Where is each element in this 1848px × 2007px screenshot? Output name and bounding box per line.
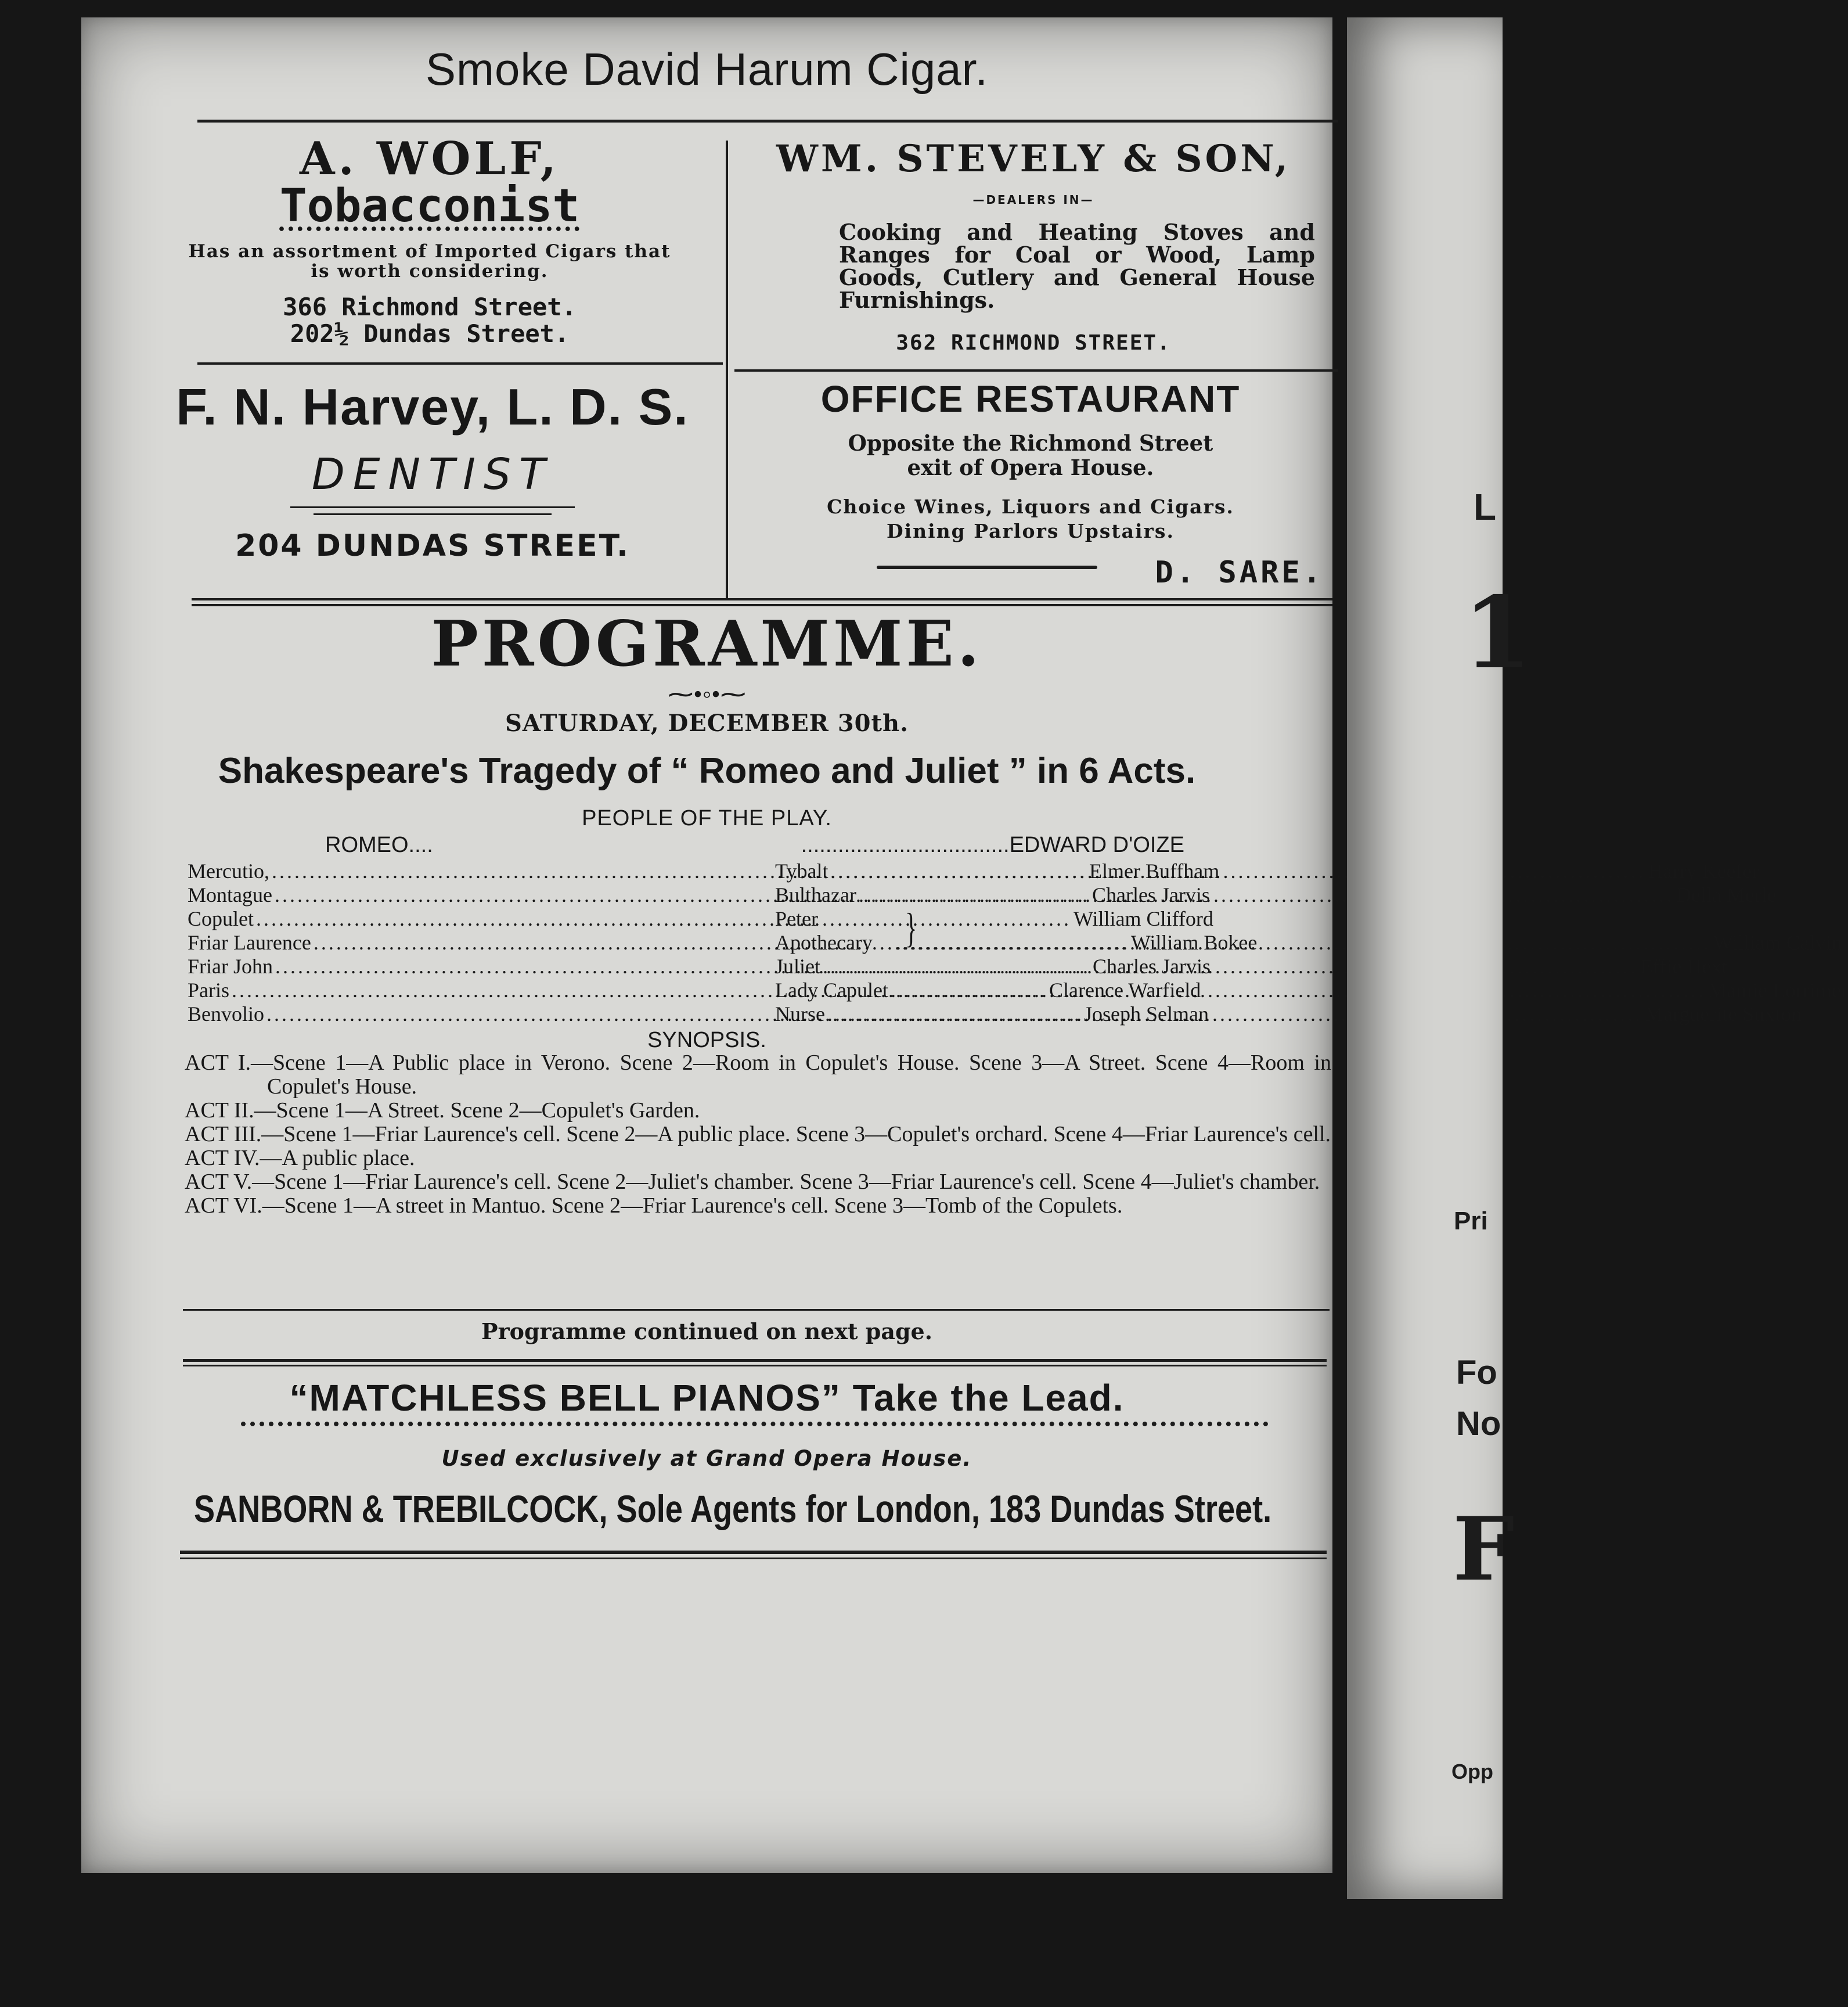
office-wines <box>737 495 1324 544</box>
fragment-1: 1 <box>1463 575 1532 691</box>
programme-top-rule-2 <box>192 604 1332 606</box>
adjacent-page-fragment <box>1347 17 1532 1899</box>
pianos-used: Used exclusively at Grand Opera House. <box>441 1446 972 1471</box>
bracket: } <box>905 905 917 951</box>
office-signature: D. SARE. <box>1155 555 1324 590</box>
cast-row: Friar John ..... Charles Jarvis <box>188 955 754 979</box>
cast-row: Lady Capulet ..... Mamie Lorrimer <box>775 979 1332 1002</box>
bottom-rule-2 <box>180 1558 1327 1559</box>
cast-row: Montague ..... Charles Jarvis <box>188 883 754 907</box>
programme-title: PROGRAMME. <box>431 607 983 681</box>
act-line: ACT VI.—Scene 1—A street in Mantuo. Scene 2—Friar Laurence's cell. Scene 3—Tomb of the Copulets. <box>185 1193 1123 1218</box>
programme-top-rule <box>192 598 1332 600</box>
wolf-trade: Tobacconist <box>279 180 580 232</box>
pianos-dotted-rule <box>241 1422 1269 1426</box>
wolf-name: A. WOLF, <box>300 132 560 185</box>
act-line: ACT V.—Scene 1—Friar Laurence's cell. Scene 2—Juliet's chamber. Scene 3—Friar Laurence's cell. Scene 4—Juliet's chamber. <box>185 1170 1320 1194</box>
pianos-headline: “MATCHLESS BELL PIANOS” Take the Lead. <box>289 1377 1125 1419</box>
cast-row: Peter <box>775 907 818 930</box>
people-heading: PEOPLE OF THE PLAY. <box>582 806 832 830</box>
harvey-name: F. N. Harvey, L. D. S. <box>176 378 689 436</box>
fragment-opp: Opp <box>1451 1760 1493 1783</box>
wolf-address-line1: 366 Richmond Street. <box>283 293 577 321</box>
office-wines-line1: Choice Wines, Liquors and Cigars. <box>827 495 1234 518</box>
column-divider <box>726 141 728 599</box>
romeo-actor: ..................................EDWARD D'OIZE <box>801 833 1184 857</box>
bottom-rule <box>180 1551 1327 1554</box>
synopsis-heading: SYNOPSIS. <box>647 1028 766 1052</box>
cast-row: Mercutio, ..... Elmer Buffham <box>188 859 754 883</box>
office-wines-line2: Dining Parlors Upstairs. <box>887 520 1175 542</box>
mid-rule-right <box>734 369 1338 372</box>
office-description-line1: Opposite the Richmond Street <box>848 430 1213 456</box>
office-name: OFFICE RESTAURANT <box>820 378 1241 420</box>
pianos-top-rule-2 <box>183 1365 1327 1366</box>
pianos-agents: SANBORN & TREBILCOCK, Sole Agents for London, 183 Dundas Street. <box>193 1487 1272 1530</box>
cast-row: Copulet ..... William Clifford <box>188 907 754 931</box>
cast-row: Benvolio ..... Joseph Selman <box>188 1002 754 1026</box>
act-line: ACT II.—Scene 1—A Street. Scene 2—Copulet's Garden. <box>185 1098 700 1123</box>
romeo-role: ROMEO.... <box>325 833 433 857</box>
play-title: Shakespeare's Tragedy of “ Romeo and Juliet ” in 6 Acts. <box>218 751 1196 791</box>
office-description-line2: exit of Opera House. <box>907 455 1154 480</box>
cast-row: Paris ..... Clarence Warfield <box>188 979 754 1002</box>
fragment-f: F <box>1453 1498 1515 1600</box>
stevely-dealers: —DEALERS IN— <box>972 193 1094 207</box>
synopsis <box>185 1051 1331 1218</box>
fragment-l: L <box>1474 486 1497 528</box>
stevely-name: WM. STEVELY & SON, <box>776 137 1291 181</box>
office-description <box>737 431 1324 480</box>
cast-right <box>775 859 1848 1026</box>
fragment-pri: Pri <box>1454 1207 1488 1235</box>
cast-row: Apothecary ..... William Calvin <box>775 931 1332 955</box>
stevely-address: 362 RICHMOND STREET. <box>896 331 1171 355</box>
cast-row: Friar Laurence ..... William Bokee <box>188 931 754 955</box>
harvey-address: 204 DUNDAS STREET. <box>235 528 630 563</box>
smoke-ad: Smoke David Harum Cigar. <box>426 44 988 95</box>
harvey-title: DENTIST <box>311 449 554 499</box>
top-rule <box>197 120 1338 123</box>
act-line: ACT III.—Scene 1—Friar Laurence's cell. Scene 2—A public place. Scene 3—Copulet's orchard. Scene 4—Friar Laurence's cell. <box>185 1122 1331 1146</box>
stevely-description: Cooking and Heating Stoves and Ranges for Coal or Wood, Lamp Goods, Cutlery and General House Furnishings. <box>839 219 1315 313</box>
pianos-top-rule <box>183 1359 1327 1362</box>
programme-date: SATURDAY, DECEMBER 30th. <box>505 710 909 737</box>
act-line: ACT IV.—A public place. <box>185 1146 415 1170</box>
fragment-fo: Fo <box>1456 1354 1497 1391</box>
harvey-underline <box>290 506 575 508</box>
programme-continued: Programme continued on next page. <box>481 1318 932 1344</box>
ornament: ⁓•◦•⁓ <box>668 680 746 708</box>
wolf-address <box>168 294 691 347</box>
cast-row: Bulthazar ..... Della Merle <box>775 883 1332 907</box>
wolf-description: Has an assortment of Imported Cigars that is worth considering. <box>188 241 671 282</box>
cast-row: Juliet ..... Effie Hext <box>775 955 1332 979</box>
mid-rule-left <box>197 362 723 365</box>
cast-row: Tybalt ..... Harry Keefer <box>775 859 1332 883</box>
synopsis-bottom-rule <box>183 1309 1330 1311</box>
fragment-no: No <box>1456 1405 1501 1443</box>
wolf-address-line2: 202½ Dundas Street. <box>290 319 570 348</box>
romeo-row <box>325 833 1184 858</box>
harvey-underline-2 <box>314 513 552 515</box>
cast-row: Nurse ..... Marguerite Suxton <box>775 1002 1332 1026</box>
act-line: ACT I.—Scene 1—A Public place in Verono. Scene 2—Room in Copulet's House. Scene 3—A Street. Scene 4—Room in Copulet's House. <box>185 1051 1331 1099</box>
